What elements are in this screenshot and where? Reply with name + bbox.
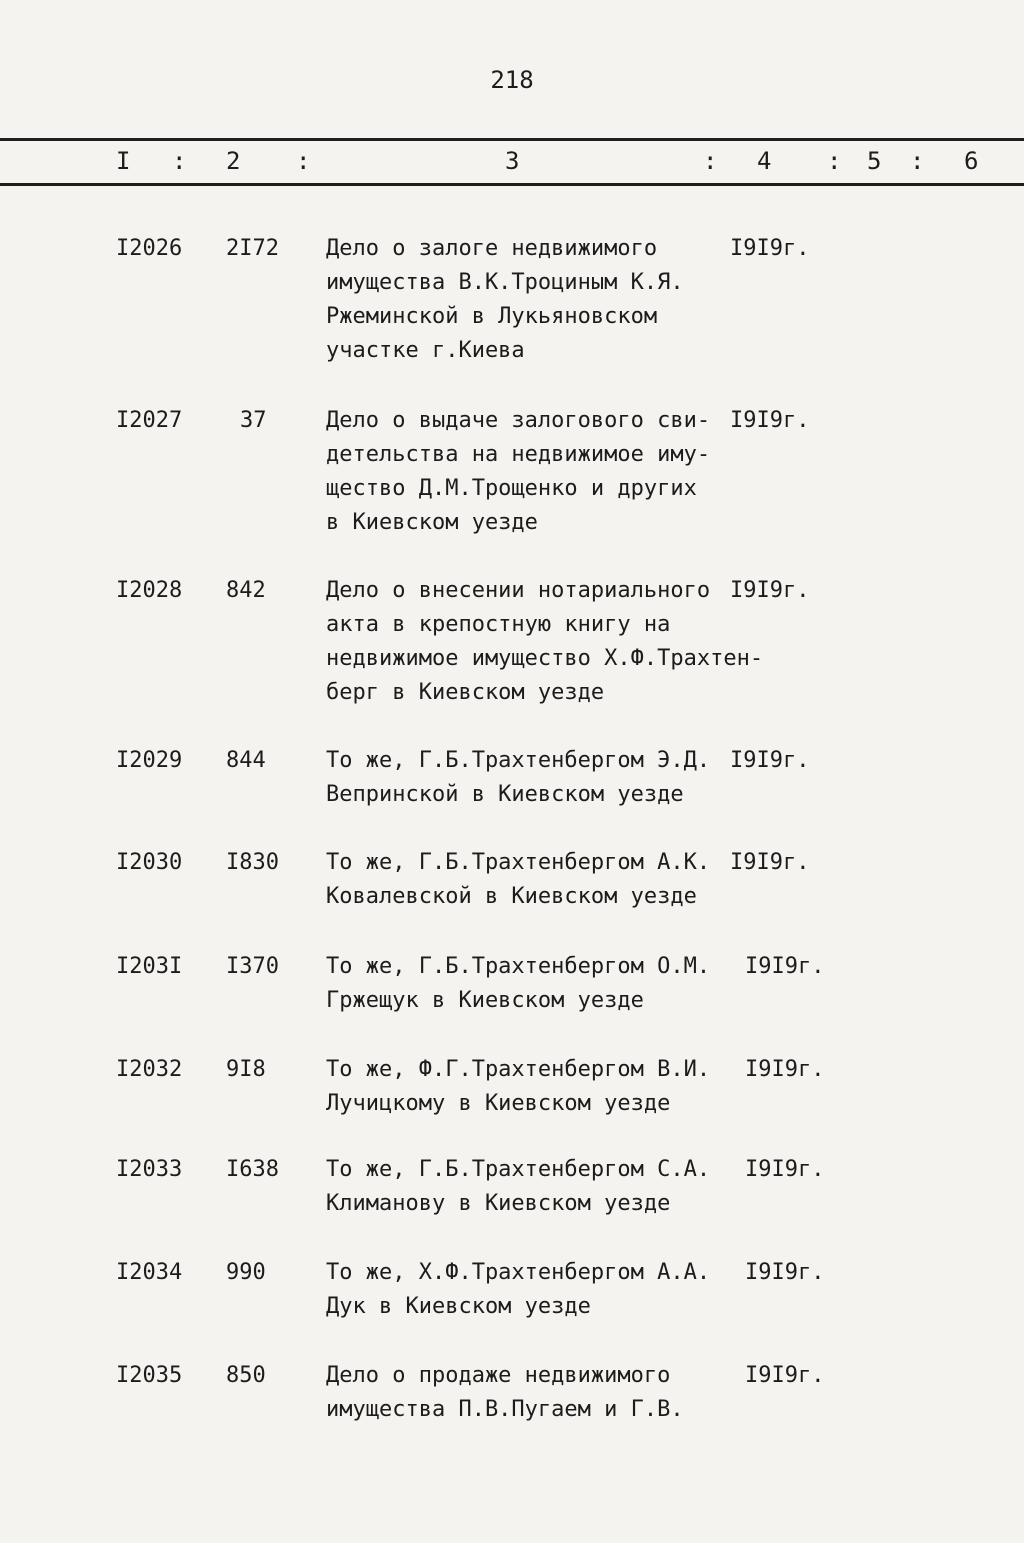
entry-description <box>326 1256 726 1324</box>
entry-reference-number: 850 <box>226 1363 266 1388</box>
entry-reference-number: 9I8 <box>226 1057 266 1082</box>
entry-row <box>0 846 1024 950</box>
entry-description <box>326 1153 726 1221</box>
entry-description-line: Гржещук в Киевском уезде <box>326 988 644 1013</box>
entry-row <box>0 404 1024 574</box>
entry-reference-number: 37 <box>240 408 267 433</box>
entry-description <box>326 744 726 812</box>
entry-description-line: Дело о продаже недвижимого <box>326 1363 671 1388</box>
entry-row <box>0 1053 1024 1153</box>
entry-row <box>0 950 1024 1053</box>
entry-year: I9I9г. <box>730 578 810 603</box>
entry-inventory-number: I2035 <box>116 1363 183 1388</box>
entry-description-line: То же, Г.Б.Трахтенбергом А.К. <box>326 850 711 875</box>
entry-inventory-number: I2034 <box>116 1260 183 1285</box>
entry-description-line: щество Д.М.Трощенко и других <box>326 476 697 501</box>
entry-year: I9I9г. <box>730 748 810 773</box>
entry-description <box>326 574 764 710</box>
entry-inventory-number: I203I <box>116 954 183 979</box>
entry-row <box>0 1359 1024 1431</box>
entry-reference-number: I830 <box>226 850 279 875</box>
entry-description-line: Дело о выдаче залогового сви- <box>326 408 711 433</box>
entry-year: I9I9г. <box>745 1057 825 1082</box>
entry-reference-number: 842 <box>226 578 266 603</box>
entry-description <box>326 950 726 1018</box>
entry-inventory-number: I2030 <box>116 850 183 875</box>
entry-description <box>326 846 726 914</box>
entry-description-line: То же, Г.Б.Трахтенбергом О.М. <box>326 954 711 979</box>
entry-row <box>0 744 1024 846</box>
entry-description-line: берг в Киевском уезде <box>326 680 605 705</box>
entry-description <box>326 404 726 540</box>
entry-year: I9I9г. <box>745 1260 825 1285</box>
entry-description-line: Вепринской в Киевском уезде <box>326 782 684 807</box>
column-header-4: 4 <box>757 147 772 175</box>
entry-description <box>326 1359 726 1427</box>
column-separator: : <box>827 147 842 175</box>
entry-reference-number: I370 <box>226 954 279 979</box>
column-separator: : <box>296 147 311 175</box>
entry-description-line: То же, Г.Б.Трахтенбергом Э.Д. <box>326 748 711 773</box>
entry-year: I9I9г. <box>730 850 810 875</box>
entry-inventory-number: I2027 <box>116 408 183 433</box>
entry-row <box>0 1153 1024 1256</box>
column-separator: : <box>703 147 718 175</box>
column-header-2: 2 <box>226 147 241 175</box>
entry-inventory-number: I2026 <box>116 236 183 261</box>
entry-description-line: Дело о внесении нотариального <box>326 578 711 603</box>
entry-description <box>326 1053 726 1121</box>
page-number: 218 <box>490 66 534 94</box>
entry-year: I9I9г. <box>730 408 810 433</box>
entry-description-line: в Киевском уезде <box>326 510 538 535</box>
entry-inventory-number: I2029 <box>116 748 183 773</box>
column-header-3: 3 <box>505 147 520 175</box>
entry-description-line: детельства на недвижимое иму- <box>326 442 711 467</box>
entry-reference-number: 990 <box>226 1260 266 1285</box>
entry-reference-number: I638 <box>226 1157 279 1182</box>
column-header-5: 5 <box>867 147 882 175</box>
entry-inventory-number: I2033 <box>116 1157 183 1182</box>
entry-reference-number: 844 <box>226 748 266 773</box>
entry-row <box>0 232 1024 404</box>
entry-description-line: Дук в Киевском уезде <box>326 1294 591 1319</box>
entry-year: I9I9г. <box>730 236 810 261</box>
column-separator: : <box>910 147 925 175</box>
entry-year: I9I9г. <box>745 1157 825 1182</box>
entry-description <box>326 232 726 368</box>
column-header-6: 6 <box>964 147 979 175</box>
entry-row <box>0 1256 1024 1359</box>
entry-description-line: акта в крепостную книгу на <box>326 612 671 637</box>
entry-description-line: имущества П.В.Пугаем и Г.В. <box>326 1397 684 1422</box>
entry-row <box>0 574 1024 744</box>
entry-description-line: То же, Ф.Г.Трахтенбергом В.И. <box>326 1057 711 1082</box>
entry-inventory-number: I2032 <box>116 1057 183 1082</box>
entries-list <box>0 232 1024 1431</box>
header-top-rule <box>0 138 1024 141</box>
column-header-row <box>0 145 1024 179</box>
entry-description-line: Климанову в Киевском уезде <box>326 1191 671 1216</box>
entry-year: I9I9г. <box>745 954 825 979</box>
entry-inventory-number: I2028 <box>116 578 183 603</box>
entry-description-line: Лучицкому в Киевском уезде <box>326 1091 671 1116</box>
entry-description-line: То же, Г.Б.Трахтенбергом С.А. <box>326 1157 711 1182</box>
header-bottom-rule <box>0 183 1024 186</box>
entry-year: I9I9г. <box>745 1363 825 1388</box>
column-separator: : <box>172 147 187 175</box>
column-header-1: I <box>116 147 131 175</box>
entry-description-line: Дело о залоге недвижимого <box>326 236 658 261</box>
entry-description-line: недвижимое имущество Х.Ф.Трахтен- <box>326 646 764 671</box>
entry-description-line: Ковалевской в Киевском уезде <box>326 884 697 909</box>
entry-description-line: участке г.Киева <box>326 338 525 363</box>
entry-description-line: имущества В.К.Троциным К.Я. <box>326 270 684 295</box>
entry-description-line: То же, Х.Ф.Трахтенбергом А.А. <box>326 1260 711 1285</box>
entry-description-line: Ржеминской в Лукьяновском <box>326 304 658 329</box>
entry-reference-number: 2I72 <box>226 236 279 261</box>
